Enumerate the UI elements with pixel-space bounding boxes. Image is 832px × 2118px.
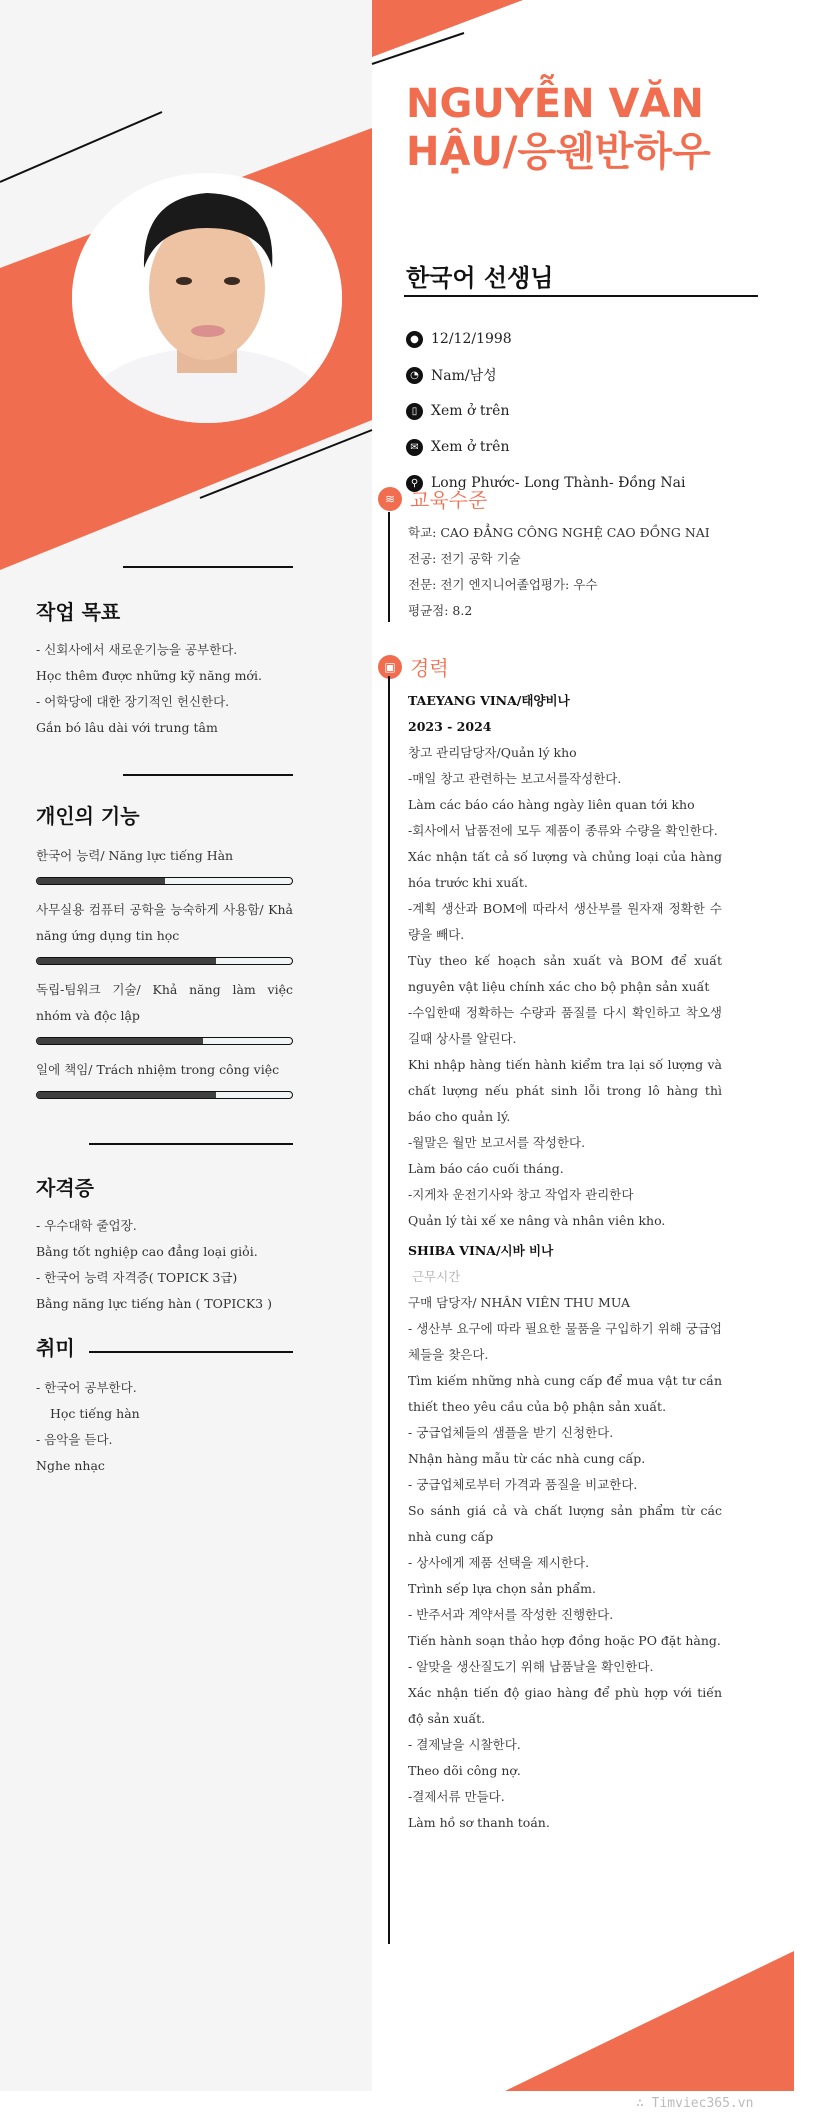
hobbies-divider: [89, 1351, 293, 1353]
objective-section: [36, 596, 293, 741]
phone-icon: ▯: [406, 403, 423, 420]
certificate-line: Bằng năng lực tiếng hàn ( TOPICK3 ): [36, 1296, 272, 1311]
job-duty: Nhận hàng mẫu từ các nhà cung cấp.: [408, 1451, 646, 1466]
objective-line: - 어학당에 대한 장기적인 헌신한다.: [36, 694, 230, 709]
job-duty: -계획 생산과 BOM에 따라서 생산부를 원자재 정확한 수량을 빼다.: [408, 901, 722, 942]
skill-item: [36, 977, 293, 1045]
skill-item: [36, 1057, 293, 1099]
skill-bar: [36, 1037, 293, 1045]
education-gpa: 평균점: 8.2: [408, 603, 473, 618]
skill-bar-fill: [37, 958, 216, 964]
job-duty: Xác nhận tiến độ giao hàng để phù hợp với tiến độ sản xuất.: [408, 1685, 722, 1726]
certificate-line: - 한국어 능력 자격증( TOPICK 3급): [36, 1270, 238, 1285]
skill-label: 일에 책임/ Trách nhiệm trong công việc: [36, 1062, 280, 1077]
hobby-line: Nghe nhạc: [36, 1458, 105, 1473]
job-duty: Trình sếp lựa chọn sản phẩm.: [408, 1581, 596, 1596]
job-duty: - 궁급업체들의 샘플을 받기 신청한다.: [408, 1425, 614, 1440]
education-heading: ≋ 교육수준: [378, 484, 487, 513]
job-duty: -매일 창고 관련하는 보고서를작성한다.: [408, 771, 622, 786]
contact-address: ⚲ Long Phước- Long Thành- Đồng Nai: [406, 465, 686, 501]
hobbies-section: [36, 1332, 293, 1479]
contact-birthday: ● 12/12/1998: [406, 321, 686, 357]
job-duty: Khi nhập hàng tiến hành kiểm tra lại số lượng và chất lượng nếu phát sinh lỗi trong lô hàng thì báo cho quản lý.: [408, 1057, 722, 1124]
skill-item: [36, 897, 293, 965]
hobby-line: - 음악을 듣다.: [36, 1432, 113, 1447]
job-title: 한국어 선생님: [406, 264, 554, 292]
experience-timeline: [388, 676, 390, 1944]
avatar: [72, 173, 342, 423]
title-divider: [404, 295, 758, 297]
job-duty: Làm hồ sơ thanh toán.: [408, 1815, 550, 1830]
job-role: 구매 담당자/ NHÂN VIÊN THU MUA: [408, 1295, 631, 1310]
job-company: TAEYANG VINA/태양비나: [408, 693, 570, 708]
job-company: SHIBA VINA/시바 비나: [408, 1243, 554, 1258]
job-duty: Làm báo cáo cuối tháng.: [408, 1161, 564, 1176]
job-duty: Làm các báo cáo hàng ngày liên quan tới kho: [408, 797, 695, 812]
job-duty: -수입한때 정확하는 수량과 품질를 다시 확인하고 착오생길때 상사를 알린다.: [408, 1005, 722, 1046]
job-period: 2023 - 2024: [408, 719, 492, 734]
job-duty: Quản lý tài xế xe nâng và nhân viên kho.: [408, 1213, 666, 1228]
certificates-divider: [89, 1143, 293, 1145]
job-duty: Tùy theo kế hoạch sản xuất và BOM để xuất nguyên vật liệu chính xác cho bộ phận sản xuất: [408, 953, 722, 994]
hobby-line: Học tiếng hàn: [50, 1406, 140, 1421]
objective-line: Gắn bó lâu dài với trung tâm: [36, 720, 218, 735]
user-icon: ●: [406, 331, 423, 348]
layers-icon: ≋: [378, 487, 402, 511]
certificates-section: [36, 1172, 293, 1317]
skills-section: [36, 800, 293, 1111]
job-duty: -결제서류 만들다.: [408, 1789, 505, 1804]
certificates-heading: 자격증: [36, 1176, 94, 1200]
hobbies-heading: 취미: [36, 1336, 75, 1360]
job-duty: Theo dõi công nợ.: [408, 1763, 521, 1778]
skills-heading: 개인의 기능: [36, 804, 140, 828]
skill-label: 독립-팀워크 기술/ Khả năng làm việc nhóm và độc lập: [36, 982, 293, 1023]
id-card-icon: ▣: [378, 655, 402, 679]
experience-list: [408, 688, 722, 1836]
candidate-name: NGUYỄN VĂN HẬU/응웬반하우: [406, 81, 711, 175]
job-duty: Tiến hành soạn thảo hợp đồng hoặc PO đặt hàng.: [408, 1633, 721, 1648]
objective-divider: [123, 566, 293, 568]
job-duty: - 반주서과 계약서를 작성한 진행한다.: [408, 1607, 614, 1622]
mail-icon: ✉: [406, 439, 423, 456]
skill-label: 한국어 능력/ Năng lực tiếng Hàn: [36, 848, 234, 863]
location-icon: ⚲: [406, 475, 423, 492]
skill-item: [36, 843, 293, 885]
skill-bar-fill: [37, 878, 165, 884]
skill-bar: [36, 957, 293, 965]
job-duty: -회사에서 납품전에 모두 제품이 종류와 수량을 확인한다.: [408, 823, 718, 838]
job-duty: So sánh giá cả và chất lượng sản phẩm từ các nhà cung cấp: [408, 1503, 722, 1544]
job-duty: Xác nhận tất cả số lượng và chủng loại của hàng hóa trước khi xuất.: [408, 849, 722, 890]
skill-bar: [36, 1091, 293, 1099]
objective-line: - 신회사에서 새로운기능을 공부한다.: [36, 642, 238, 657]
contact-list: [406, 321, 686, 501]
certificate-line: Bằng tốt nghiệp cao đẳng loại giỏi.: [36, 1244, 258, 1259]
contact-phone: ▯ Xem ở trên: [406, 393, 686, 429]
job-role: 창고 관리담당자/Quản lý kho: [408, 745, 577, 760]
job-duty: - 생산부 요구에 따라 필요한 물품을 구입하기 위해 궁급업체들을 찾은다.: [408, 1321, 722, 1362]
objective-line: Học thêm được những kỹ năng mới.: [36, 668, 262, 683]
skill-bar: [36, 877, 293, 885]
job-entry: [408, 688, 722, 1234]
contact-email: ✉ Xem ở trên: [406, 429, 686, 465]
skill-bar-fill: [37, 1092, 216, 1098]
clock-icon: ◔: [406, 367, 423, 384]
job-duty: - 알맞을 생산질도기 위해 납품날을 확인한다.: [408, 1659, 654, 1674]
job-duty: - 결제날을 시찰한다.: [408, 1737, 521, 1752]
contact-gender: ◔ Nam/남성: [406, 357, 686, 393]
skill-label: 사무실용 컴퓨터 공학을 능숙하게 사용함/ Khả năng ứng dụng tin học: [36, 902, 293, 943]
skills-divider: [123, 774, 293, 776]
experience-heading: ▣ 경력: [378, 652, 449, 681]
job-duty: -지게차 운전기사와 창고 작업자 관리한다: [408, 1187, 634, 1202]
skill-bar-fill: [37, 1038, 203, 1044]
education-school: 학교: CAO ĐẲNG CÔNG NGHỆ CAO ĐỒNG NAI: [408, 525, 710, 540]
job-entry: [408, 1238, 722, 1836]
job-duty: Tìm kiếm những nhà cung cấp để mua vật tư cần thiết theo yêu cầu của bộ phận sản xuất.: [408, 1373, 722, 1414]
education-specialty: 전문: 전기 엔지니어졸업평가: 우수: [408, 577, 598, 592]
job-duty: -월말은 월만 보고서를 작성한다.: [408, 1135, 586, 1150]
education-details: [408, 520, 710, 624]
watermark: ∴ Timviec365.vn: [636, 2096, 754, 2111]
objective-heading: 작업 목표: [36, 600, 121, 624]
job-period: 근무시간: [412, 1269, 461, 1284]
hobby-line: - 한국어 공부한다.: [36, 1380, 137, 1395]
education-major: 전공: 전기 공학 기술: [408, 551, 521, 566]
education-timeline: [388, 512, 390, 622]
job-duty: - 상사에게 제품 선택을 제시한다.: [408, 1555, 590, 1570]
certificate-line: - 우수대학 줄업장.: [36, 1218, 137, 1233]
job-duty: - 궁급업체로부터 가격과 품질을 비교한다.: [408, 1477, 638, 1492]
